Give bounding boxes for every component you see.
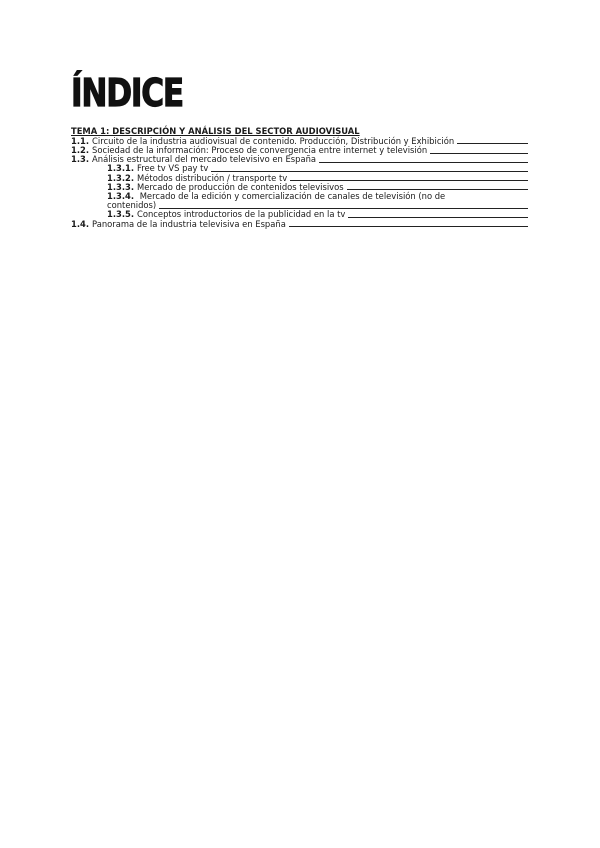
toc-entry-number: 1.3.2. [107,172,135,183]
toc-entry-number: 1.3. [71,154,90,165]
toc-leader-line [457,143,528,144]
table-of-contents [71,127,528,229]
toc-leader-line [211,171,528,172]
toc-entry-first-line [107,192,528,201]
toc-entry-number: 1.4. [71,218,90,229]
toc-leader-line [289,226,528,227]
toc-entry-number: 1.1. [71,135,90,146]
toc-entry-number: 1.3.5. [107,209,135,220]
toc-leader-line [348,217,528,218]
toc-leader-line [319,162,528,163]
toc-entry-text: Free tv VS pay tv [137,163,209,174]
toc-entry-1-4[interactable] [71,220,528,229]
page-title: ÍNDICE [71,71,183,115]
toc-entry-number: 1.3.4. [107,190,135,201]
toc-entry-text: Mercado de la edición y comercialización de canales de televisión (no de [139,190,446,201]
toc-entry-text: Sociedad de la información: Proceso de convergencia entre internet y televisión [92,144,428,155]
toc-entry-number: 1.3.1. [107,163,135,174]
toc-entry-text: Conceptos introductorios de la publicidad en la tv [137,209,346,220]
toc-entry-text: Métodos distribución / transporte tv [137,172,288,183]
toc-entry-number: 1.2. [71,144,90,155]
toc-entry-text: Panorama de la industria televisiva en España [92,218,286,229]
toc-leader-line [430,153,528,154]
toc-entry-number: 1.3.3. [107,181,135,192]
toc-entry-text: Mercado de producción de contenidos televisivos [137,181,344,192]
toc-entry-text: Circuito de la industria audiovisual de contenido. Producción, Distribución y Exhibición [92,135,455,146]
toc-entry-text: Análisis estructural del mercado televisivo en España [92,154,317,165]
toc-entry-text-continuation: contenidos) [107,200,157,211]
toc-entry-1-3-4[interactable] [71,192,528,210]
toc-section-heading[interactable]: TEMA 1: DESCRIPCIÓN Y ANÁLISIS DEL SECTOR AUDIOVISUAL [71,126,360,136]
